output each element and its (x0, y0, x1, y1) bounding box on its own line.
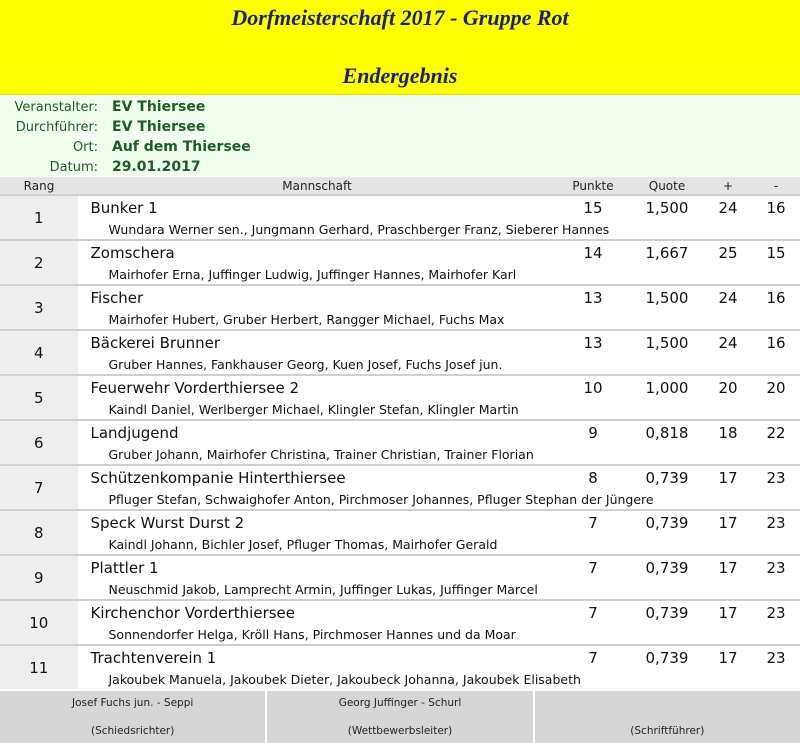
rank-cell: 9 (0, 555, 78, 600)
info-row-durchfuehrer (0, 117, 800, 137)
team-members: Sonnendorfer Helga, Kröll Hans, Pirchmoser Hannes und da Moar (108, 626, 516, 642)
info-value: EV Thiersee (112, 119, 206, 135)
table-row (0, 330, 800, 354)
quote-cell: 1,500 (630, 195, 704, 219)
info-value: Auf dem Thiersee (112, 139, 251, 155)
info-value: EV Thiersee (112, 99, 206, 115)
minus-cell: 23 (752, 555, 800, 579)
table-row-members (0, 399, 800, 420)
team-members: Neuschmid Jakob, Lamprecht Armin, Juffinger Lukas, Juffinger Marcel (108, 581, 538, 597)
rank-cell: 7 (0, 465, 78, 510)
punkte-cell: 13 (556, 285, 630, 309)
plus-cell: 17 (704, 555, 752, 579)
team-members: Pfluger Stefan, Schwaighofer Anton, Pirchmoser Johannes, Pfluger Stephan der Jüngere (108, 491, 654, 507)
minus-cell: 23 (752, 600, 800, 624)
footer-name: Josef Fuchs jun. - Seppi (72, 697, 194, 709)
team-name: Kirchenchor Vorderthiersee (78, 600, 556, 624)
header-punkte: Punkte (556, 177, 630, 195)
team-name: Trachtenverein 1 (78, 645, 556, 669)
rank-cell: 2 (0, 240, 78, 285)
team-name: Plattler 1 (78, 555, 556, 579)
punkte-cell: 10 (556, 375, 630, 399)
info-label: Ort: (72, 139, 98, 155)
header-rang: Rang (0, 177, 78, 195)
footer-name: Georg Juffinger - Schurl (338, 697, 462, 709)
table-row (0, 600, 800, 624)
team-members: Wundara Werner sen., Jungmann Gerhard, Praschberger Franz, Sieberer Hannes (108, 221, 610, 237)
plus-cell: 17 (704, 510, 752, 534)
team-members: Mairhofer Erna, Juffinger Ludwig, Juffinger Hannes, Mairhofer Karl (108, 266, 517, 282)
minus-cell: 23 (752, 510, 800, 534)
team-members: Mairhofer Hubert, Gruber Herbert, Rangger Michael, Fuchs Max (108, 311, 505, 327)
table-row (0, 420, 800, 444)
rank-cell: 6 (0, 420, 78, 465)
page-subtitle: Endergebnis (342, 63, 458, 88)
punkte-cell: 7 (556, 600, 630, 624)
punkte-cell: 7 (556, 510, 630, 534)
team-members: Kaindl Daniel, Werlberger Michael, Klingler Stefan, Klingler Martin (108, 401, 519, 417)
table-row (0, 645, 800, 669)
quote-cell: 1,000 (630, 375, 704, 399)
footer-schiedsrichter (0, 691, 267, 743)
plus-cell: 18 (704, 420, 752, 444)
table-row-members (0, 489, 800, 510)
team-members: Kaindl Johann, Bichler Josef, Pfluger Thomas, Mairhofer Gerald (108, 536, 498, 552)
table-row (0, 465, 800, 489)
table-header-row (0, 177, 800, 195)
table-row (0, 375, 800, 399)
signature-footer (0, 689, 800, 743)
minus-cell: 23 (752, 465, 800, 489)
punkte-cell: 9 (556, 420, 630, 444)
table-row-members (0, 264, 800, 285)
table-row-members (0, 219, 800, 240)
punkte-cell: 14 (556, 240, 630, 264)
header-minus: - (752, 177, 800, 195)
footer-role: (Schiedsrichter) (90, 725, 175, 737)
results-table (0, 177, 800, 689)
header-mannschaft: Mannschaft (78, 177, 556, 195)
minus-cell: 20 (752, 375, 800, 399)
plus-cell: 24 (704, 330, 752, 354)
plus-cell: 17 (704, 465, 752, 489)
quote-cell: 1,667 (630, 240, 704, 264)
plus-cell: 24 (704, 285, 752, 309)
team-name: Zomschera (78, 240, 556, 264)
info-value: 29.01.2017 (112, 159, 201, 175)
rank-cell: 11 (0, 645, 78, 689)
info-label: Veranstalter: (14, 99, 98, 115)
table-row (0, 555, 800, 579)
table-row-members (0, 534, 800, 555)
rank-cell: 3 (0, 285, 78, 330)
team-members: Gruber Johann, Mairhofer Christina, Trainer Christian, Trainer Florian (108, 446, 534, 462)
punkte-cell: 13 (556, 330, 630, 354)
punkte-cell: 7 (556, 645, 630, 669)
plus-cell: 25 (704, 240, 752, 264)
table-row-members (0, 444, 800, 465)
minus-cell: 16 (752, 285, 800, 309)
quote-cell: 0,739 (630, 645, 704, 669)
minus-cell: 23 (752, 645, 800, 669)
team-name: Landjugend (78, 420, 556, 444)
quote-cell: 1,500 (630, 330, 704, 354)
team-name: Fischer (78, 285, 556, 309)
table-row-members (0, 309, 800, 330)
team-members: Gruber Hannes, Fankhauser Georg, Kuen Josef, Fuchs Josef jun. (108, 356, 503, 372)
quote-cell: 0,739 (630, 555, 704, 579)
info-row-ort (0, 137, 800, 157)
footer-role: (Schriftführer) (630, 725, 705, 737)
rank-cell: 8 (0, 510, 78, 555)
page-header (0, 0, 800, 95)
team-name: Bäckerei Brunner (78, 330, 556, 354)
quote-cell: 1,500 (630, 285, 704, 309)
rank-cell: 10 (0, 600, 78, 645)
info-label: Datum: (49, 159, 98, 175)
punkte-cell: 8 (556, 465, 630, 489)
table-row (0, 240, 800, 264)
page-title: Dorfmeisterschaft 2017 - Gruppe Rot (231, 5, 569, 30)
results-body (0, 195, 800, 689)
team-name: Schützenkompanie Hinterthiersee (78, 465, 556, 489)
team-members: Jakoubek Manuela, Jakoubek Dieter, Jakoubeck Johanna, Jakoubek Elisabeth (108, 671, 581, 687)
team-name: Speck Wurst Durst 2 (78, 510, 556, 534)
plus-cell: 20 (704, 375, 752, 399)
footer-schriftfuehrer (535, 691, 800, 743)
info-row-datum (0, 157, 800, 177)
header-quote: Quote (630, 177, 704, 195)
team-name: Feuerwehr Vorderthiersee 2 (78, 375, 556, 399)
table-row-members (0, 354, 800, 375)
quote-cell: 0,739 (630, 510, 704, 534)
punkte-cell: 15 (556, 195, 630, 219)
punkte-cell: 7 (556, 555, 630, 579)
quote-cell: 0,818 (630, 420, 704, 444)
footer-wettbewerbsleiter (267, 691, 534, 743)
plus-cell: 24 (704, 195, 752, 219)
footer-role: (Wettbewerbsleiter) (347, 725, 453, 737)
minus-cell: 15 (752, 240, 800, 264)
plus-cell: 17 (704, 600, 752, 624)
info-row-veranstalter (0, 97, 800, 117)
quote-cell: 0,739 (630, 600, 704, 624)
plus-cell: 17 (704, 645, 752, 669)
minus-cell: 22 (752, 420, 800, 444)
rank-cell: 4 (0, 330, 78, 375)
table-row-members (0, 624, 800, 645)
header-plus: + (704, 177, 752, 195)
table-row (0, 195, 800, 219)
table-row (0, 510, 800, 534)
table-row-members (0, 669, 800, 689)
table-row-members (0, 579, 800, 600)
rank-cell: 5 (0, 375, 78, 420)
team-name: Bunker 1 (78, 195, 556, 219)
table-row (0, 285, 800, 309)
minus-cell: 16 (752, 195, 800, 219)
rank-cell: 1 (0, 195, 78, 240)
event-info (0, 95, 800, 177)
minus-cell: 16 (752, 330, 800, 354)
quote-cell: 0,739 (630, 465, 704, 489)
info-label: Durchführer: (15, 119, 98, 135)
